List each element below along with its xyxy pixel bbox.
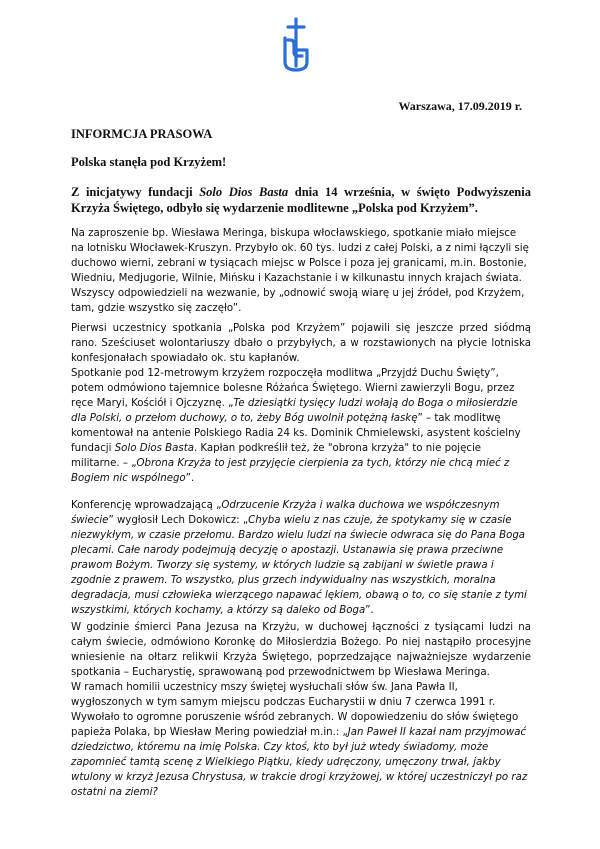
paragraph-text bbox=[71, 366, 531, 486]
lead-paragraph bbox=[71, 184, 531, 216]
text-run: ” – tak modlitwę komentował na antenie Polskiego Radia 24 ks. Dominik Chmielewski, asystent kościelny fundacji bbox=[71, 413, 521, 454]
text-run: . Kapłan podkreślił też, że "obrona krzyża" to nie pojęcie militarne. – „ bbox=[71, 443, 482, 469]
paragraph-1 bbox=[71, 226, 531, 316]
paragraph-3 bbox=[71, 498, 531, 618]
foundation-name: Solo Dios Basta bbox=[114, 443, 194, 454]
text-run: W ramach homilii uczestnicy mszy świętej wysłuchali słów św. Jana Pawła II, wygłoszonych w tym samym miejscu podczas Eucharystii w dniu 7 czerwca 1991 r. Wywołało to ogromne poruszenie wśród zebranych. W dopowiedzeniu do słów świętego papieża Polaka, bp Wiesław Mering powiedział m.in.: „ bbox=[71, 682, 519, 738]
document-date: Warszawa, 17.09.2019 r. bbox=[398, 99, 522, 113]
text-run: ”. bbox=[185, 473, 195, 484]
paragraph-4 bbox=[71, 620, 531, 800]
quote-text: Obrona Krzyża to jest przyjęcie cierpienia za tych, którzy nie chcą mieć z Bogiem nic wspólnego bbox=[71, 458, 510, 484]
text-run: ”. bbox=[365, 605, 374, 616]
paragraph-text: Na zaproszenie bp. Wiesława Meringa, biskupa włocławskiego, spotkanie miało miejsce na lotnisku Włocławek-Kruszyn. Przybyło ok. 60 tys. ludzi z całej Polski, a z nimi łączyli się duchowo wierni, zebrani w tysiącach miejsc w Polsce i poza jej granicami, m.in. Bostonie, Wiedniu, Medjugorie, Wilnie, Mińsku i Kazachstanie i w kilkunastu innych krajach świata. Wszyscy odpowiedzieli na wezwanie, by „odnowić swoją wiarę u jej źródeł, pod Krzyżem, tam, gdzie wszystko się zaczęło”. bbox=[71, 228, 529, 314]
section-label: INFORMCJA PRASOWA bbox=[71, 127, 213, 141]
quote-text: Chyba wielu z nas czuje, że spotykamy się w czasie niezwykłym, w czasie przełomu. Bardzo wielu ludzi na świecie odwraca się do Pana Boga plecami. Całe narody podejmują decyzję o apostazji. Ustanawia się prawa przeciwne prawom Bożym. Tworzy się systemy, w których ludzie są zabijani w świetle prawa i zgodnie z prawem. To wszystko, plus grzech indywidualny nas wszystkich, moralna degradacja, musi człowieka wierzącego napawać lękiem, obawą o to, co się stanie z tymi wszystkimi, których kochamy, a którzy są daleko od Boga bbox=[71, 515, 527, 616]
text-run: ” wygłosił Lech Dokowicz: „ bbox=[108, 515, 249, 526]
lead-text: dnia 14 września, w święto Podwyższenia Krzyża Świętego, odbyło się wydarzenie modlitewne „Polska pod Krzyżem”. bbox=[71, 185, 531, 215]
quote-text: Te dziesiątki tysięcy ludzi wołają do Boga o miłosierdzie dla Polski, o przełom duchowy, o to, żeby Bóg uwolnił potężną łaskę bbox=[71, 398, 518, 424]
text-run: Spotkanie pod 12-metrowym krzyżem rozpoczęła modlitwa „Przyjdź Duchu Święty”, potem odmówiono tajemnice bolesne Różańca Świętego. Wierni zawierzyli Bogu, przez ręce Maryi, Kościół i Ojczyznę. „ bbox=[71, 368, 515, 409]
foundation-name: Solo Dios Basta bbox=[199, 185, 289, 199]
cross-logo-icon bbox=[268, 16, 324, 74]
paragraph-text: W godzinie śmierci Pana Jezusa na Krzyżu, w duchowej łączności z tysiącami ludzi na całym świecie, odmówiono Koronkę do Miłosierdzia Bożego. Po niej nastąpiło procesyjne wniesienie na ołtarz relikwii Krzyża Świętego, poprzedzające najważniejsze wydarzenie spotkania – Eucharystię, sprawowaną pod przewodnictwem bp Wiesława Meringa. bbox=[71, 622, 531, 678]
paragraph-2 bbox=[71, 321, 531, 486]
lead-text: Z inicjatywy fundacji bbox=[71, 185, 200, 199]
paragraph-text bbox=[71, 498, 531, 618]
paragraph-text: Pierwsi uczestnicy spotkania „Polska pod Krzyżem” pojawili się jeszcze przed siódmą rano. Sześciuset wolontariuszy dbało o przybyłych, a w rozstawionych na płycie lotniska konfesjonałach spowiadało ok. stu kapłanów. bbox=[71, 323, 531, 364]
conference-title: Odrzucenie Krzyża i walka duchowa we współczesnym świecie bbox=[71, 500, 500, 526]
headline: Polska stanęła pod Krzyżem! bbox=[71, 155, 227, 169]
paragraph-text bbox=[71, 680, 531, 800]
quote-text: Jan Paweł II kazał nam przyjmować dziedzictwo, któremu na imię Polska. Czy ktoś, kto był już wtedy świadomy, może zapomnieć tamtą scenę z Wielkiego Piątku, kiedy udręczony, umęczony trwał, jakby wtulony w krzyż Jezusa Chrystusa, w trakcie drogi krzyżowej, w której uczestniczył po raz ostatni na ziemi? bbox=[71, 727, 528, 798]
text-run: Konferencję wprowadzającą „ bbox=[71, 500, 222, 511]
